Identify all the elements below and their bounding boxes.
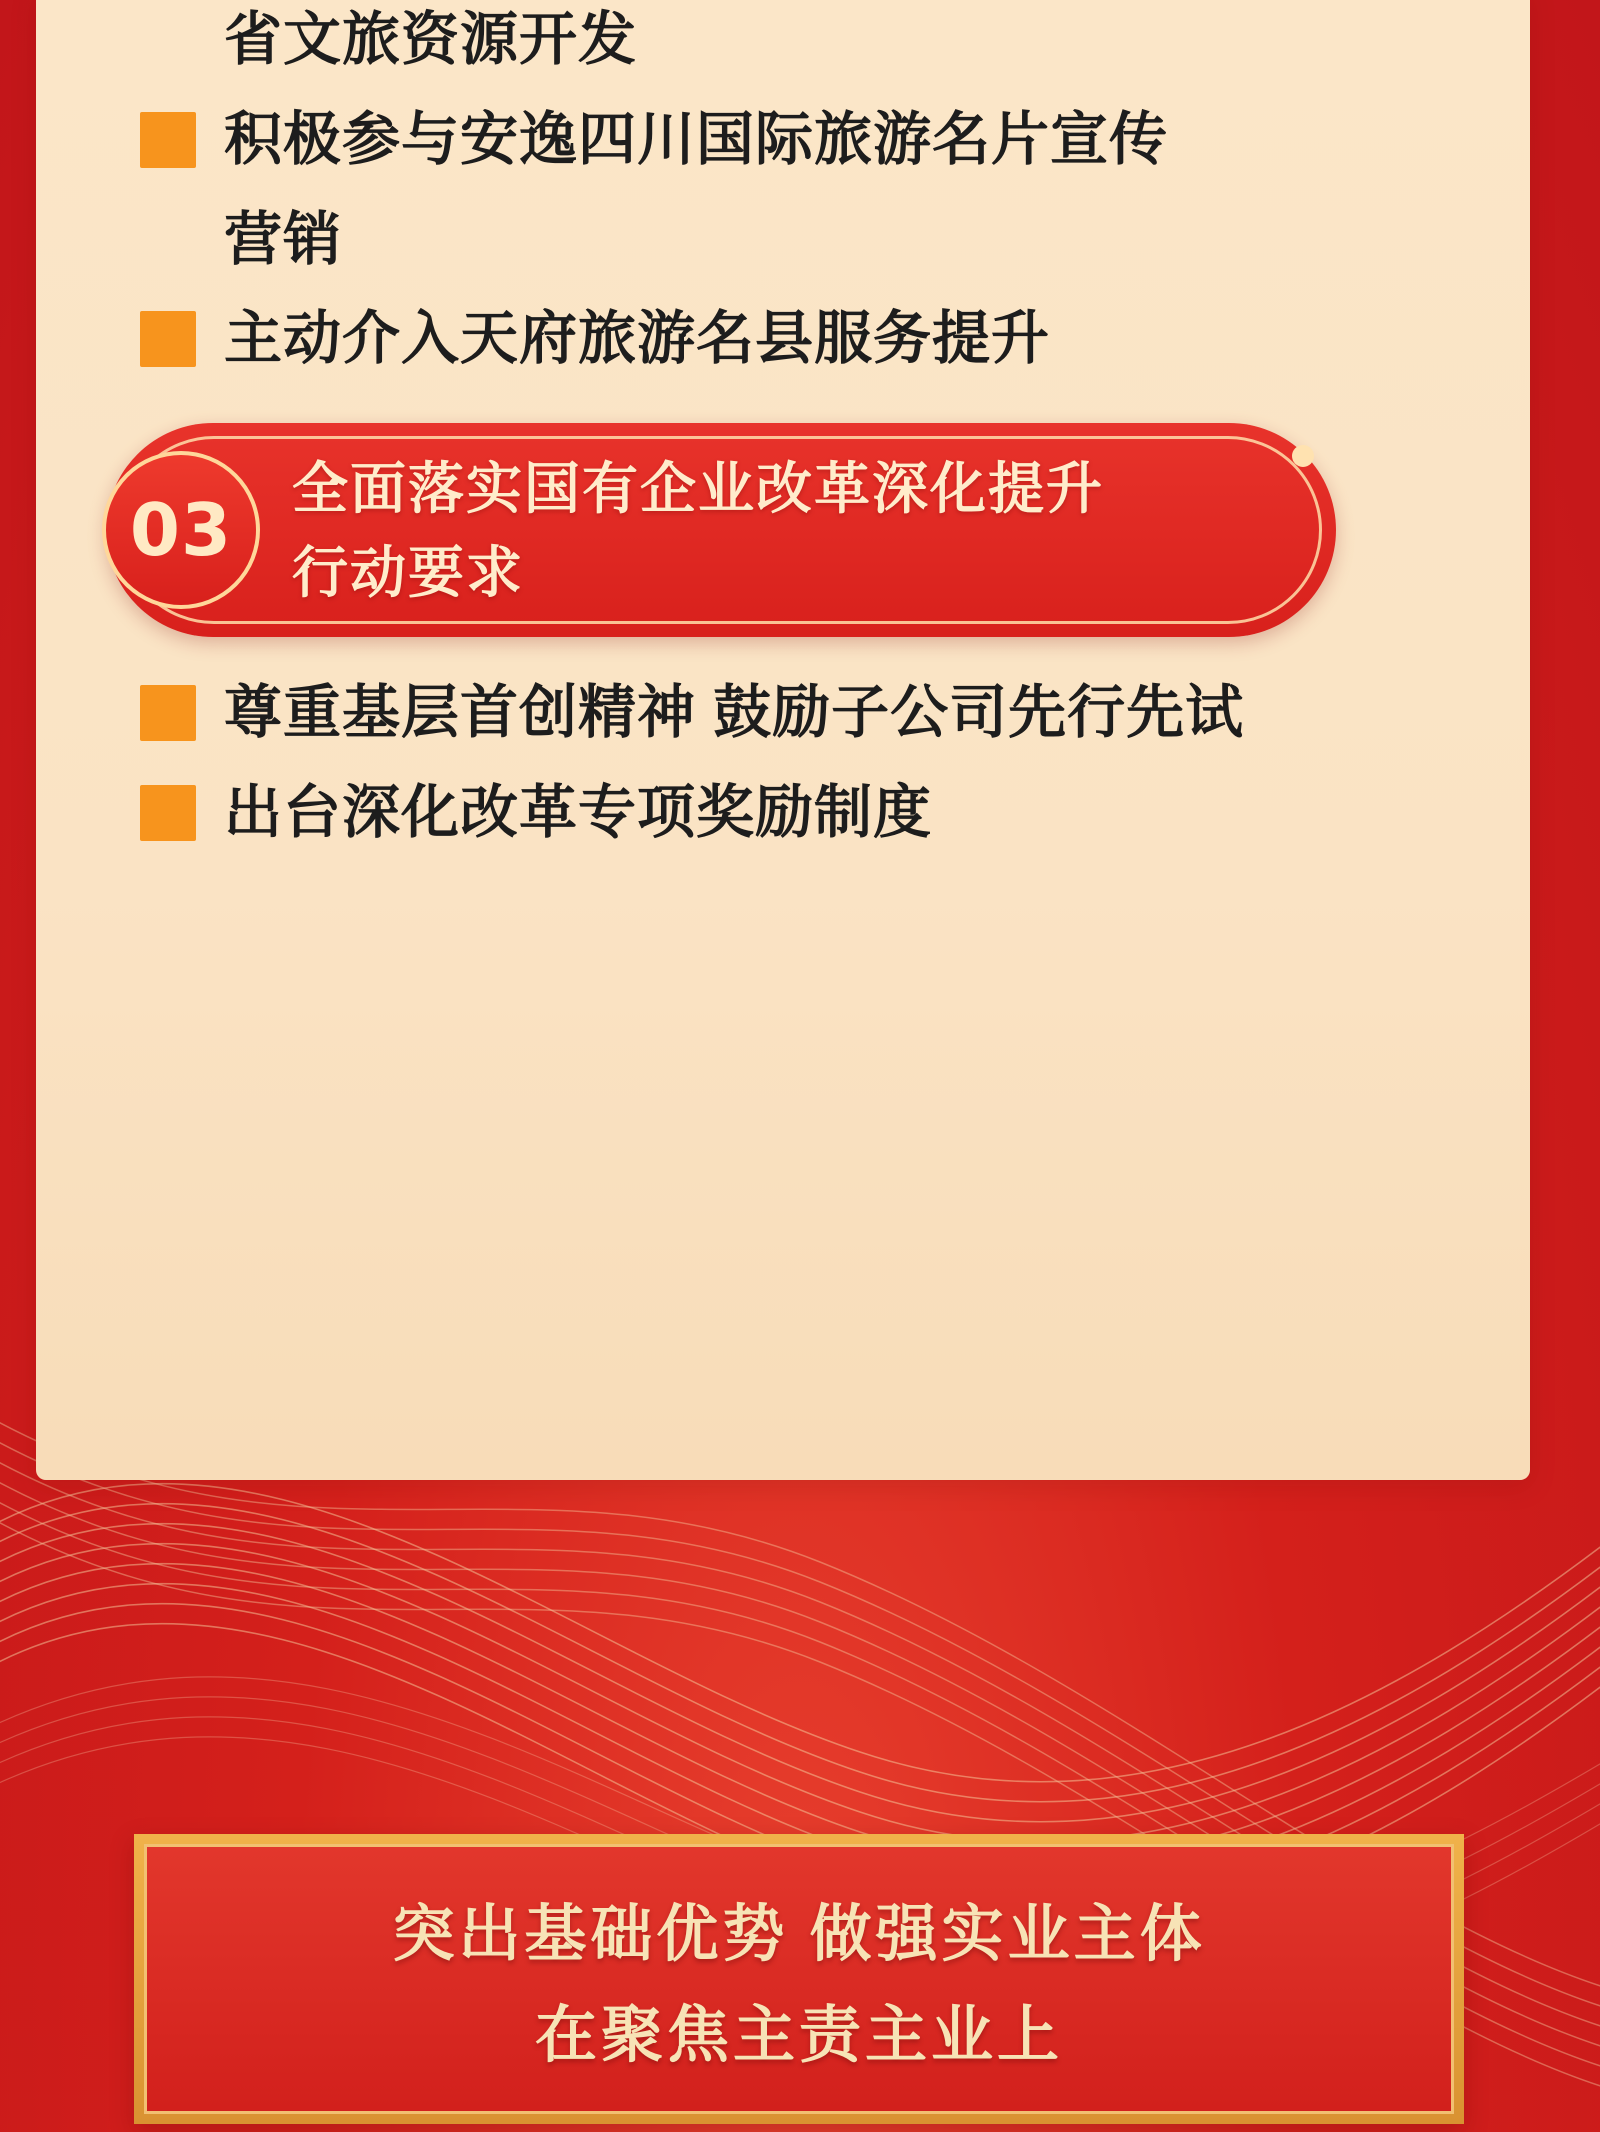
section-number: 03 xyxy=(129,488,233,572)
list-item xyxy=(36,763,1530,863)
section-header-03 xyxy=(106,423,1336,637)
square-bullet-icon xyxy=(140,685,196,741)
square-bullet-icon xyxy=(140,112,196,168)
square-bullet-icon xyxy=(140,785,196,841)
square-bullet-icon xyxy=(140,311,196,367)
list-item-label: 出台深化改革专项奖励制度 xyxy=(224,779,933,845)
content-card xyxy=(36,0,1530,1480)
section-pill-dot-icon xyxy=(1292,445,1314,467)
list-item xyxy=(36,663,1530,763)
list-item-label-wrap: 营销 xyxy=(224,206,343,272)
bottom-banner xyxy=(134,1834,1464,2124)
banner-line-2: 在聚焦主责主业上 xyxy=(534,2001,1063,2070)
list-item-label: 主动介入天府旅游名县服务提升 xyxy=(224,306,1051,372)
bottom-banner-inner xyxy=(144,1844,1454,2114)
continued-text: 省文旅资源开发 xyxy=(224,7,638,72)
list-item-label: 积极参与安逸四川国际旅游名片宣传 xyxy=(224,106,1169,172)
section-title xyxy=(292,447,1292,615)
list-item xyxy=(36,90,1530,190)
section-title-line2: 行动要求 xyxy=(292,541,524,604)
list-item-label: 尊重基层首创精神 鼓励子公司先行先试 xyxy=(224,680,1245,745)
section-number-circle xyxy=(102,451,260,609)
section-title-line1: 全面落实国有企业改革深化提升 xyxy=(292,457,1104,520)
banner-line-1: 突出基础优势 做强实业主体 xyxy=(392,1900,1206,1969)
list-item xyxy=(36,289,1530,389)
